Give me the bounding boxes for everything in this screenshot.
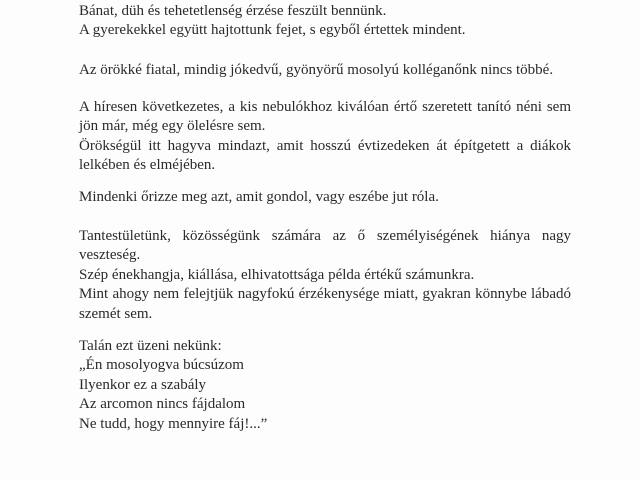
text-line: Tantestületünk, közösségünk számára az ő személyiségének hiánya nagy [79,228,571,244]
text-line: Bánat, düh és tehetetlenség érzése feszült bennünk. [79,3,387,19]
poem-line: Ilyenkor ez a szabály [79,376,207,393]
paragraph-teacher [79,98,571,176]
text-line: jön már, még egy ölelésre sem. [79,118,266,135]
text-line: Talán ezt üzeni nekünk: [79,338,222,354]
text-line: Mint ahogy nem felejtjük nagyfokú érzékenysége miatt, gyakran könnybe lábadó [79,286,571,303]
paragraph-memory [79,188,571,207]
paragraph-loss [79,227,571,324]
paragraph-colleague [79,61,571,80]
text-line: Mindenki őrizze meg azt, amit gondol, vagy eszébe jut róla. [79,189,439,205]
text-line: veszteség. [79,247,141,264]
text-line: Örökségül itt hagyva mindazt, amit hosszú évtizedeken át építgetett a diákok [79,137,571,154]
poem-line: Az arcomon nincs fájdalom [79,396,246,413]
poem-line: Ne tudd, hogy mennyire fáj!...” [79,415,268,432]
text-line: A híresen következetes, a kis nebulókhoz kiválóan értő szeretett tanító néni sem [79,99,571,115]
text-line: szemét sem. [79,305,153,322]
text-line: Az örökké fiatal, mindig jókedvű, gyönyörű mosolyú kolléganőnk nincs többé. [79,62,554,78]
paragraph-grief [79,2,571,41]
text-line: lelkében és elméjében. [79,157,216,174]
paragraph-poem [79,337,571,434]
text-line: Szép énekhangja, kiállása, elhivatottsága példa értékű számunkra. [79,266,475,283]
poem-line: „Én mosolyogva búcsúzom [79,357,244,374]
text-line: A gyerekekkel együtt hajtottunk fejet, s egyből értettek mindent. [79,22,466,39]
